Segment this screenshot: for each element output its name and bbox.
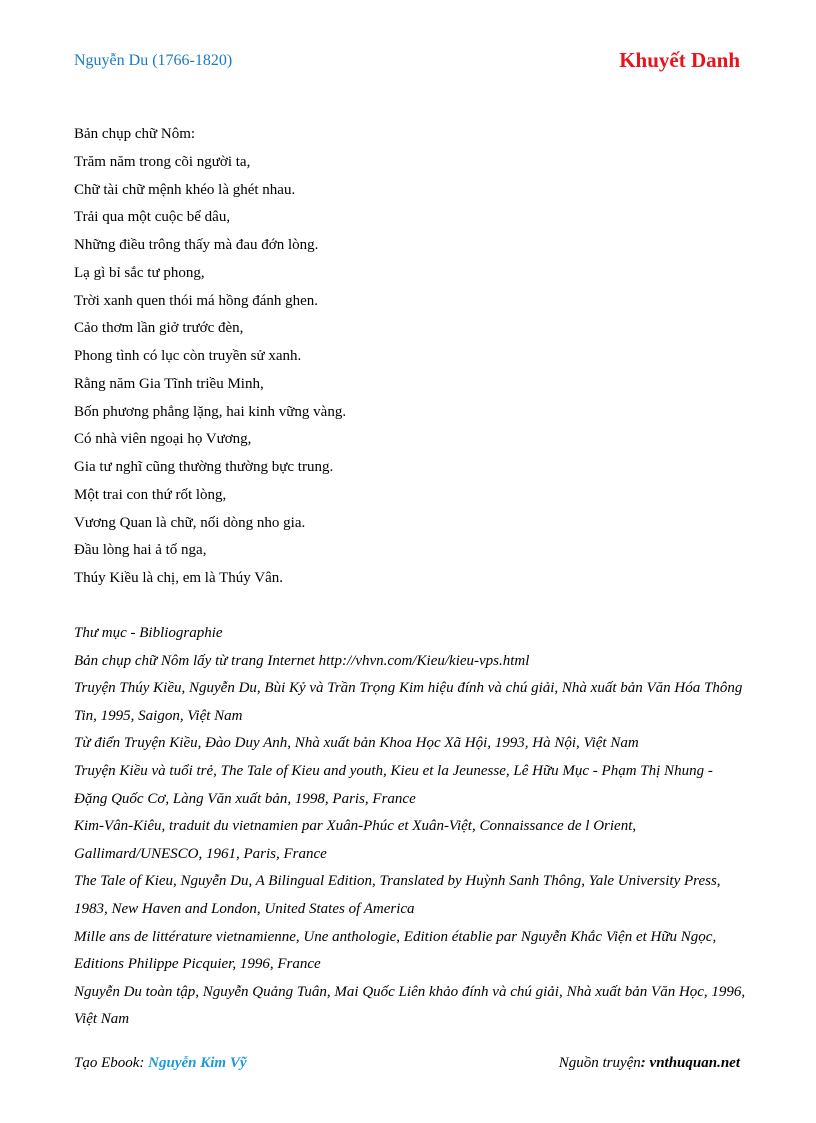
source-colon: : xyxy=(640,1055,650,1071)
poem-line: Bốn phương phẳng lặng, hai kinh vững vàng. xyxy=(74,403,347,420)
bibliography-entry: Nguyễn Du toàn tập, Nguyễn Quảng Tuân, Mai Quốc Liên khảo đính và chú giải, Nhà xuất bản Văn Học, 1996, Việt Nam xyxy=(74,983,746,1028)
source-label: Nguồn truyện xyxy=(558,1055,641,1071)
poem-line: Trời xanh quen thói má hồng đánh ghen. xyxy=(74,292,319,309)
poem-title: Bản chụp chữ Nôm: xyxy=(74,126,196,142)
source-credit xyxy=(559,1055,740,1072)
poem-line: Gia tư nghĩ cũng thường thường bực trung. xyxy=(74,459,334,475)
poem-line: Một trai con thứ rốt lòng, xyxy=(74,486,227,503)
ebook-label: Tạo Ebook xyxy=(74,1055,140,1071)
ebook-colon: : xyxy=(139,1055,149,1071)
poem-line: Trải qua một cuộc bể dâu, xyxy=(74,209,231,226)
source-header: Khuyết Danh xyxy=(619,48,740,72)
poem-block xyxy=(74,121,346,593)
bibliography-entry: Kim-Vân-Kiêu, traduit du vietnamien par Xuân-Phúc et Xuân-Việt, Connaissance de l Orient, Gallimard/UNESCO, 1961, Paris, France xyxy=(74,818,637,862)
poem-line: Trăm năm trong cõi người ta, xyxy=(74,153,251,170)
poem-line: Có nhà viên ngoại họ Vương, xyxy=(74,431,252,448)
poem-line: Phong tình có lục còn truyền sử xanh. xyxy=(74,348,302,364)
bibliography-heading: Thư mục - Bibliographie xyxy=(74,625,223,641)
author-header: Nguyễn Du (1766-1820) xyxy=(74,52,233,69)
poem-line: Đầu lòng hai ả tố nga, xyxy=(74,542,207,559)
poem-line: Những điều trông thấy mà đau đớn lòng. xyxy=(74,237,319,253)
bibliography-entry: Mille ans de littérature vietnamienne, Une anthologie, Edition établie par Nguyễn Khắc Viện et Hữu Ngọc, Editions Philippe Picquier, 1996, France xyxy=(74,928,717,973)
bibliography-entry: Truyện Thúy Kiều, Nguyễn Du, Bùi Kỷ và Trần Trọng Kim hiệu đính và chú giải, Nhà xuất bản Văn Hóa Thông Tin, 1995, Saigon, Việt Nam xyxy=(74,680,743,724)
ebook-credit xyxy=(74,1055,247,1072)
ebook-creator: Nguyễn Kim Vỹ xyxy=(148,1055,247,1071)
bibliography xyxy=(74,620,746,1034)
bibliography-entry: Truyện Kiều và tuổi trẻ, The Tale of Kieu and youth, Kieu et la Jeunesse, Lê Hữu Mục - Phạm Thị Nhung - Đặng Quốc Cơ, Làng Văn xuất bản, 1998, Paris, France xyxy=(74,762,713,807)
poem-line: Cảo thơm lần giở trước đèn, xyxy=(74,320,244,337)
poem-line: Thúy Kiều là chị, em là Thúy Vân. xyxy=(74,570,283,586)
poem-line: Vương Quan là chữ, nối dòng nho gia. xyxy=(74,514,306,531)
poem-line: Lạ gì bỉ sắc tư phong, xyxy=(74,264,205,281)
poem-line: Chữ tài chữ mệnh khéo là ghét nhau. xyxy=(74,181,296,198)
bibliography-entry: Từ điển Truyện Kiều, Đào Duy Anh, Nhà xuất bản Khoa Học Xã Hội, 1993, Hà Nội, Việt Nam xyxy=(74,735,639,752)
poem-line: Rằng năm Gia Tĩnh triều Minh, xyxy=(74,375,264,392)
bibliography-entry: Bản chụp chữ Nôm lấy từ trang Internet http://vhvn.com/Kieu/kieu-vps.html xyxy=(74,652,530,669)
source-site: vnthuquan.net xyxy=(649,1055,740,1071)
bibliography-entry: The Tale of Kieu, Nguyễn Du, A Bilingual Edition, Translated by Huỳnh Sanh Thông, Yale University Press, 1983, New Haven and London, United States of America xyxy=(74,873,721,917)
